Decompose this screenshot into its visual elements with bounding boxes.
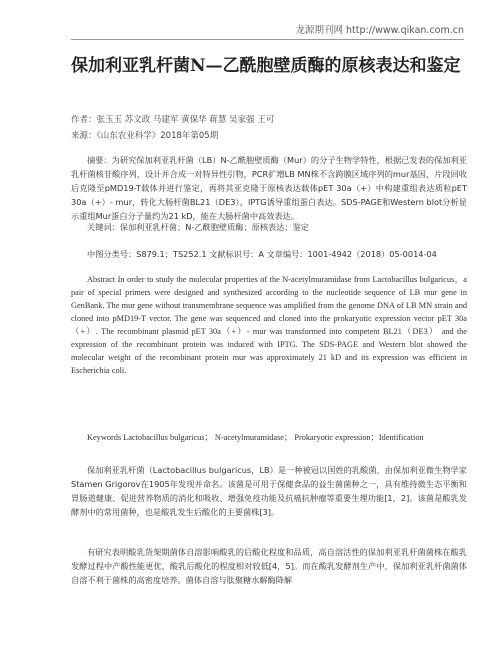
keywords-chinese: 关键词：保加利亚乳杆菌；N-乙酰胞壁质酶；原核表达；鉴定 [87,222,309,232]
article-source: 来源：《山东农业科学》2018年第05期 [71,131,219,141]
body-paragraph-2: 有研究表明酸乳货架期菌体自溶影响酸乳的后酸化程度和品质，高自溶活性的保加利亚乳杆菌菌株在酸乳发酵过程中产酸性能更优，酸乳后酸化的程度相对较低[4，5]。而在酸乳发酵剂生产中，保加利亚乳杆菌菌体自溶不利于菌株的高密度培养。菌体自溶与肽聚糖水解酶降解 [71,547,467,585]
body-paragraph-1: 保加利亚乳杆菌（Lactobacillus bulgaricus，LB）是一种被冠以国姓的乳酸菌，由保加利亚微生物学家Stamen Grigorov在1905年发现并命名。该菌是可用于保健食品的益生菌菌种之一，具有维持微生态平衡和胃肠道健康、促进营养物质的消化和吸收、增强免疫功能及抗癌抗肿瘤等重要生理功能[1，2]。该菌是酸乳发酵剂中的常用菌种，也是酸乳发生后酸化的主要菌株[3]。 [71,465,467,517]
article-title: 保加利亚乳杆菌N—乙酰胞壁质酶的原核表达和鉴定 [71,56,461,76]
header-divider [71,39,464,40]
article-authors: 作者：张玉玉 苏文政 马建军 黄保华 蒋慧 吴家强 王可 [71,115,275,125]
abstract-english: Abstract In order to study the molecular properties of the N-acetylmuramidase from Lactobacillus bulgaricus，a pair of special primers were designed and synthesized according to the nucleotide sequence of LB mur gene in GenBank. The mur gene without transmembrane sequence was amplified from the genome DNA of LB MN strain and cloned into pMD19-T vector. The gene was sequenced and cloned into the prokaryotic expression vector pET 30a（+）. The recombinant plasmid pET 30a（+）- mur was transformed into competent BL21（DE3） and the expression of the recombinant protein was induced with IPTG. The SDS-PAGE and Western blot showed the molecular weight of the recombinant protein mur was approximately 21 kD and its expression was efficient in Escherichia coli. [71,275,467,375]
keywords-english: Keywords Lactobacillus bulgaricus； N-acetylmuramidase； Prokaryotic expression；Identification [87,433,424,442]
site-header[interactable]: 龙源期刊网 http://www.qikan.com.cn [295,25,464,36]
classification-info: 中图分类号：S879.1；TS252.1 文献标识号：A 文章编号：1001-4942（2018）05-0014-04 [87,249,437,259]
abstract-chinese: 摘要：为研究保加利亚乳杆菌（LB）N-乙酰胞壁质酶（Mur）的分子生物学特性，根据已发表的保加利亚乳杆菌核苷酸序列，设计并合成一对特异性引物，PCR扩增LB MN株不含跨膜区域序列的mur基因，片段回收后克隆至pMD19-T载体并进行鉴定，再将其亚克隆于原核表达载体pET 30a（+）中构建重组表达质粒pET 30a（+）- mur，转化大肠杆菌BL21（DE3），IPTG诱导重组蛋白表达。SDS-PAGE和Western blot分析显示重组Mur蛋白分子量约为21 kD，能在大肠杆菌中高效表达。 [71,155,467,221]
